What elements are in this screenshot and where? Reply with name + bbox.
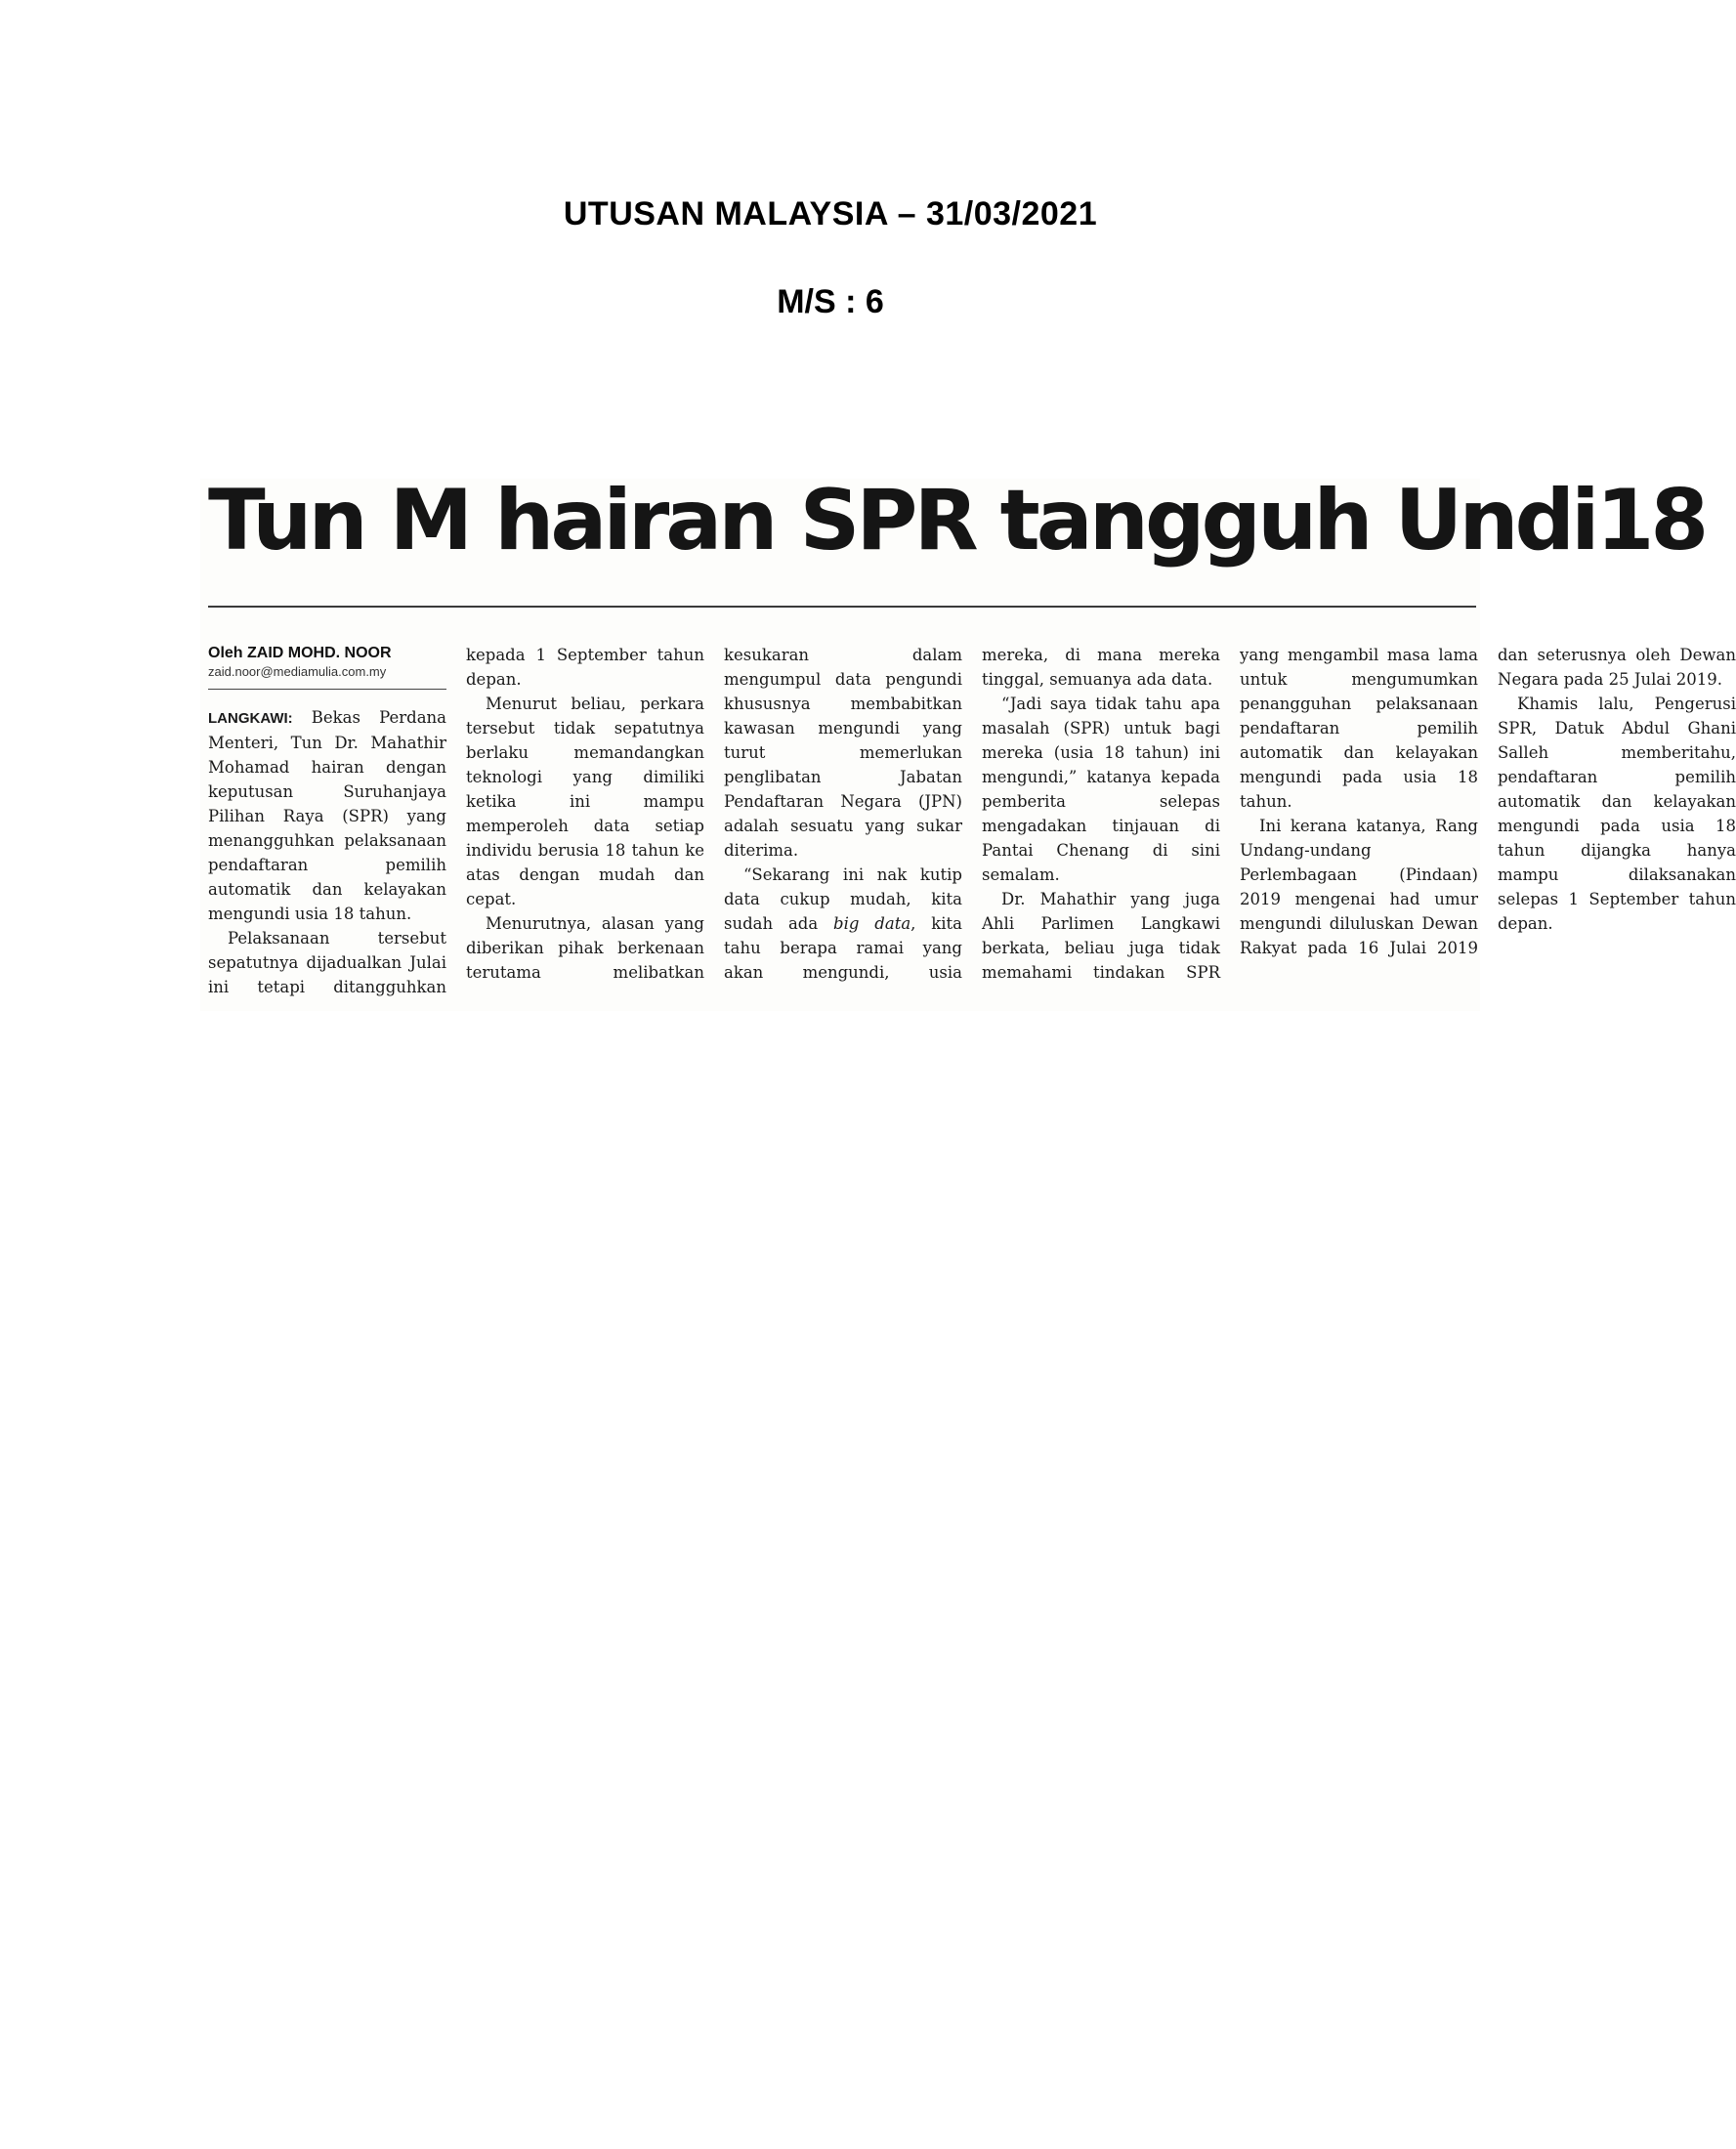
paragraph-italic-term: big data [833,914,911,933]
article-paragraph: Khamis lalu, Pengerusi SPR, Datuk Abdul Ghani Salleh memberitahu, pendaftaran pemilih automatik dan kelayakan mengundi pada usia 18 tahun dijangka hanya mampu dilaksanakan selepas 1 September tahun depan. [1498,695,1736,933]
article-paragraph: Pelaksanaan tersebut sepatutnya dijadualkan Julai ini tetapi ditangguhkan kepada 1 September tahun depan. [208,646,704,996]
paragraph-text: “Sekarang ini nak kutip data cukup mudah, kita sudah ada [724,865,962,933]
author-email: zaid.noor@mediamulia.com.my [208,663,446,690]
article-paragraph: Menurut beliau, perkara tersebut tidak sepatutnya berlaku memandangkan teknologi yang dimiliki ketika ini mampu memperoleh data setiap individu berusia 18 tahun ke atas dengan mudah dan cepat. [466,695,704,908]
article-dateline: LANGKAWI: [208,710,293,727]
article-paragraph: “Jadi saya tidak tahu apa masalah (SPR) untuk bagi mereka (usia 18 tahun) ini mengundi,” katanya kepada pemberita selepas mengadakan tinjauan di Pantai Chenang di sini semalam. [982,695,1220,884]
article-paragraph: Menurutnya, alasan yang diberikan pihak berkenaan terutama melibatkan kesukaran dalam mengumpul data pengundi khususnya membabitkan kawasan mengundi yang turut memerlukan penglibatan Jabatan Pendaftaran Negara (JPN) adalah sesuatu yang sukar diterima. [466,646,962,982]
article-headline: Tun M hairan SPR tangguh Undi18 [208,472,1706,569]
article-byline: Oleh ZAID MOHD. NOOR [208,645,392,661]
page-number-header: M/S : 6 [777,283,884,320]
newspaper-clipping [200,472,1736,1011]
publication-date-header: UTUSAN MALAYSIA – 31/03/2021 [563,195,1098,232]
article-column-1 [208,643,1736,1004]
paragraph-text: Bekas Perdana Menteri, Tun Dr. Mahathir Mohamad hairan dengan keputusan Suruhanjaya Pilihan Raya (SPR) yang menangguhkan pelaksanaan pendaftaran pemilih automatik dan kelayakan mengundi usia 18 tahun. [208,708,446,923]
article-paragraph: Dr. Mahathir yang juga Ahli Parlimen Langkawi berkata, beliau juga tidak memahami tindakan SPR yang mengambil masa lama untuk mengumumkan penangguhan pelaksanaan pendaftaran pemilih automatik dan kelayakan mengundi pada usia 18 tahun. [982,646,1478,982]
article-paragraph [208,705,446,926]
headline-divider [208,606,1476,608]
article-columns [208,643,1736,1004]
paragraph-text: , kita tahu berapa ramai yang akan mengundi, usia mereka, di mana mereka tinggal, semuanya ada data. [724,646,1220,982]
article-paragraph: Ini kerana katanya, Rang Undang-undang Perlembagaan (Pindaan) 2019 mengenai had umur mengundi diluluskan Dewan Rakyat pada 16 Julai 2019 dan seterusnya oleh Dewan Negara pada 25 Julai 2019. [1240,646,1736,957]
